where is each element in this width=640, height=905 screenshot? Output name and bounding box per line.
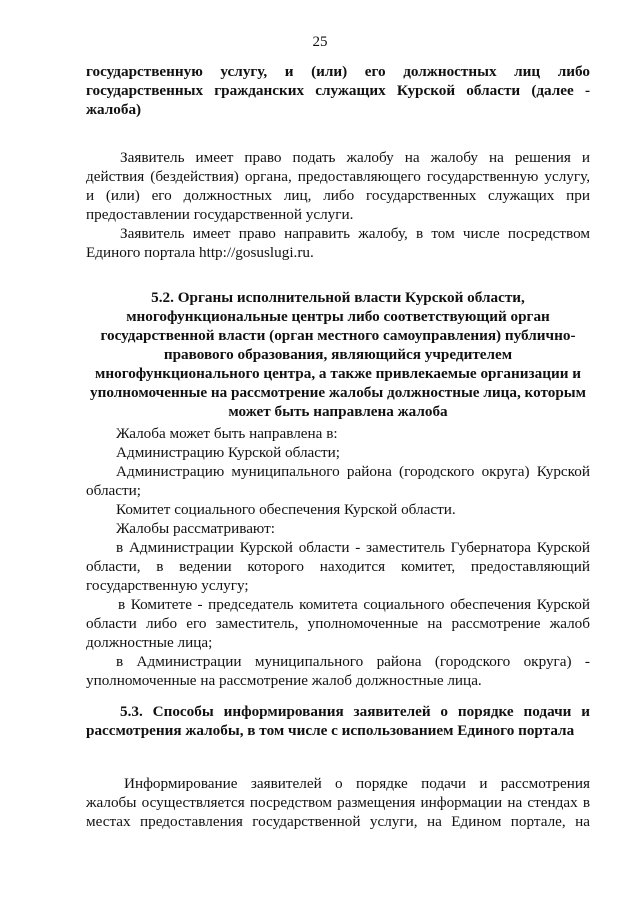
section-5-2-body — [86, 424, 590, 690]
text-line: Единого портала http://gosuslugi.ru. — [86, 244, 314, 261]
heading-line: 5.3. Способы информирования заявителей о порядке подачи и — [120, 703, 590, 720]
text-line: Администрацию муниципального района (городского округа) Курской — [116, 463, 590, 480]
heading-line: правового образования, являющийся учредителем — [163, 346, 513, 363]
paragraph-right-to-complain — [86, 148, 590, 224]
page-number: 25 — [312, 34, 328, 50]
text-line: в Администрации муниципального района (городского округа) - — [116, 653, 590, 670]
text-line: области либо его заместитель, уполномоченные на рассмотрение жалоб — [86, 615, 590, 632]
section-heading-5-3 — [86, 702, 590, 740]
text-line: уполномоченные на рассмотрение жалоб должностные лица. — [86, 672, 482, 689]
text-line: местах предоставления государственной услуги, на Едином портале, на — [86, 813, 590, 830]
text-line: в Комитете - председатель комитета социального обеспечения Курской — [118, 596, 590, 613]
text-line: области; — [86, 482, 141, 499]
heading-line: уполномоченные на рассмотрение жалобы должностные лица, которым — [90, 384, 586, 401]
text-line: области, в ведении которого находится комитет, предоставляющий — [86, 558, 590, 575]
text-line: в Администрации Курской области - заместитель Губернатора Курской — [116, 539, 590, 556]
text-line: Комитет социального обеспечения Курской области. — [116, 501, 456, 518]
text-line: Заявитель имеет право направить жалобу, в том числе посредством — [120, 225, 590, 242]
text-line: жалобы осуществляется посредством размещения информации на стендах в — [86, 794, 590, 811]
text-line: Жалобы рассматривают: — [116, 520, 275, 537]
intro-bold-text — [86, 62, 590, 119]
section-heading-5-2 — [86, 288, 590, 421]
heading-line: государственной власти (орган местного самоуправления) публично- — [100, 327, 576, 344]
section-5-3-body — [86, 774, 590, 831]
text-line: предоставлении государственной услуги. — [86, 206, 354, 223]
heading-line: 5.2. Органы исполнительной власти Курской области, — [151, 289, 525, 306]
heading-line: рассмотрения жалобы, в том числе с использованием Единого портала — [86, 722, 575, 739]
text-line: Жалоба может быть направлена в: — [116, 425, 338, 442]
text-line: Информирование заявителей о порядке подачи и рассмотрения — [124, 775, 590, 792]
text-line: и (или) его должностных лиц, либо государственных служащих при — [86, 187, 590, 204]
text-line: Заявитель имеет право подать жалобу на жалобу на решения и — [120, 149, 590, 166]
text-line: Администрацию Курской области; — [116, 444, 341, 461]
text-line: жалоба) — [86, 101, 142, 118]
text-line: государственных гражданских служащих Курской области (далее - — [86, 82, 590, 99]
heading-line: может быть направлена жалоба — [228, 403, 448, 420]
text-line: действия (бездействия) органа, предоставляющего государственную услугу, — [86, 168, 590, 185]
heading-line: многофункционального центра, а также привлекаемые организации и — [95, 365, 581, 382]
heading-line: многофункциональные центры либо соответствующий орган — [126, 308, 550, 325]
text-line: государственную услугу; — [86, 577, 249, 594]
text-line: должностные лица; — [86, 634, 213, 651]
text-line: государственную услугу, и (или) его должностных лиц либо — [86, 63, 590, 80]
paragraph-portal — [86, 224, 590, 262]
